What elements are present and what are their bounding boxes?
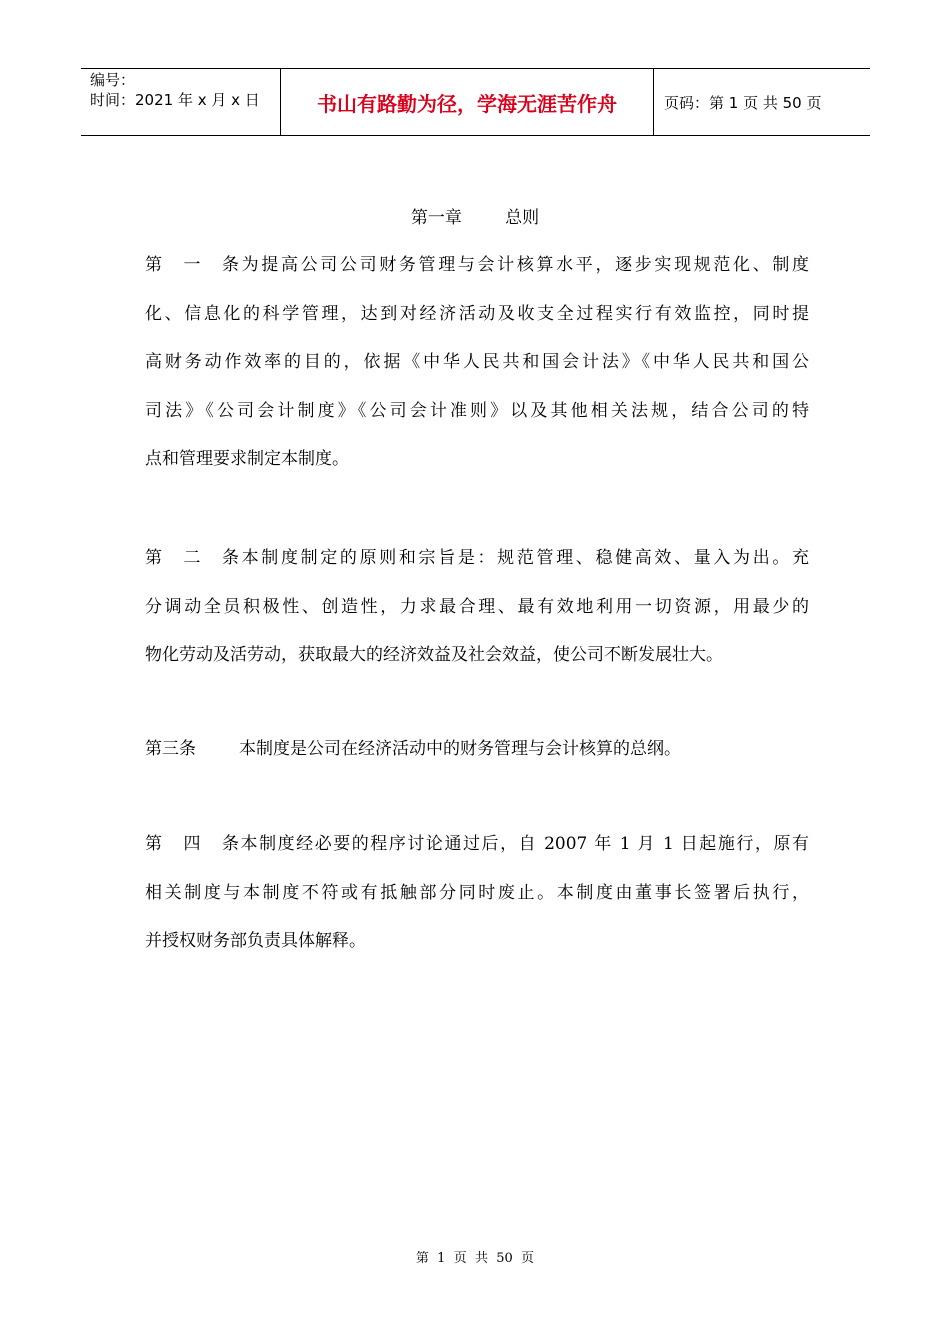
article-label: 第四条 <box>145 834 239 854</box>
chapter-title: 第一章 总则 <box>410 208 540 228</box>
article-label: 第二条 <box>145 548 239 568</box>
article-text: 相关制度与本制度不符或有抵触部分同时废止。本制度由董事长签署后执行， <box>145 882 809 903</box>
article-line <box>145 725 809 774</box>
article-2 <box>145 534 809 680</box>
article-text: 为提高公司公司财务管理与会计核算水平，逐步实现规范化、制度 <box>239 255 809 275</box>
article-3 <box>145 725 809 774</box>
article-line <box>145 820 809 869</box>
article-text: 司法》《公司会计制度》《公司会计准则》以及其他相关法规，结合公司的特 <box>145 400 809 421</box>
header-motto: 书山有路勤为径，学海无涯苦作舟 <box>317 91 617 116</box>
page-footer: 第 1 页 共 50 页 <box>415 1251 535 1266</box>
article-4 <box>145 820 809 966</box>
header-meta <box>81 69 281 135</box>
article-text: 本制度经必要的程序讨论通过后，自 2007 年 1 月 1 日起施行，原有 <box>239 834 809 854</box>
article-text: 点和管理要求制定本制度。 <box>145 449 349 469</box>
article-text: 并授权财务部负责具体解释。 <box>145 931 366 951</box>
article-label: 第一条 <box>145 255 239 275</box>
article-text: 本制度是公司在经济活动中的财务管理与会计核算的总纲。 <box>239 739 681 759</box>
article-line <box>145 534 809 583</box>
article-text: 本制度制定的原则和宗旨是：规范管理、稳健高效、量入为出。充 <box>239 548 809 568</box>
page-header <box>81 68 870 136</box>
header-page-label: 页码：第 1 页 共 50 页 <box>664 93 822 112</box>
header-motto-cell <box>281 69 654 135</box>
header-page-cell <box>654 69 870 135</box>
article-text: 分调动全员积极性、创造性，力求最合理、最有效地利用一切资源，用最少的 <box>145 596 809 617</box>
article-text: 高财务动作效率的目的，依据《中华人民共和国会计法》《中华人民共和国公 <box>145 352 809 372</box>
document-date-label: 时间：2021 年 x 月 x 日 <box>90 91 260 109</box>
article-text: 物化劳动及活劳动，获取最大的经济效益及社会效益，使公司不断发展壮大。 <box>145 645 723 665</box>
article-1 <box>145 241 809 484</box>
document-number-label: 编号： <box>90 71 136 89</box>
article-label: 第三条 <box>145 739 196 759</box>
article-text: 化、信息化的科学管理，达到对经济活动及收支全过程实行有效监控，同时提 <box>145 303 809 324</box>
article-line <box>145 241 809 290</box>
